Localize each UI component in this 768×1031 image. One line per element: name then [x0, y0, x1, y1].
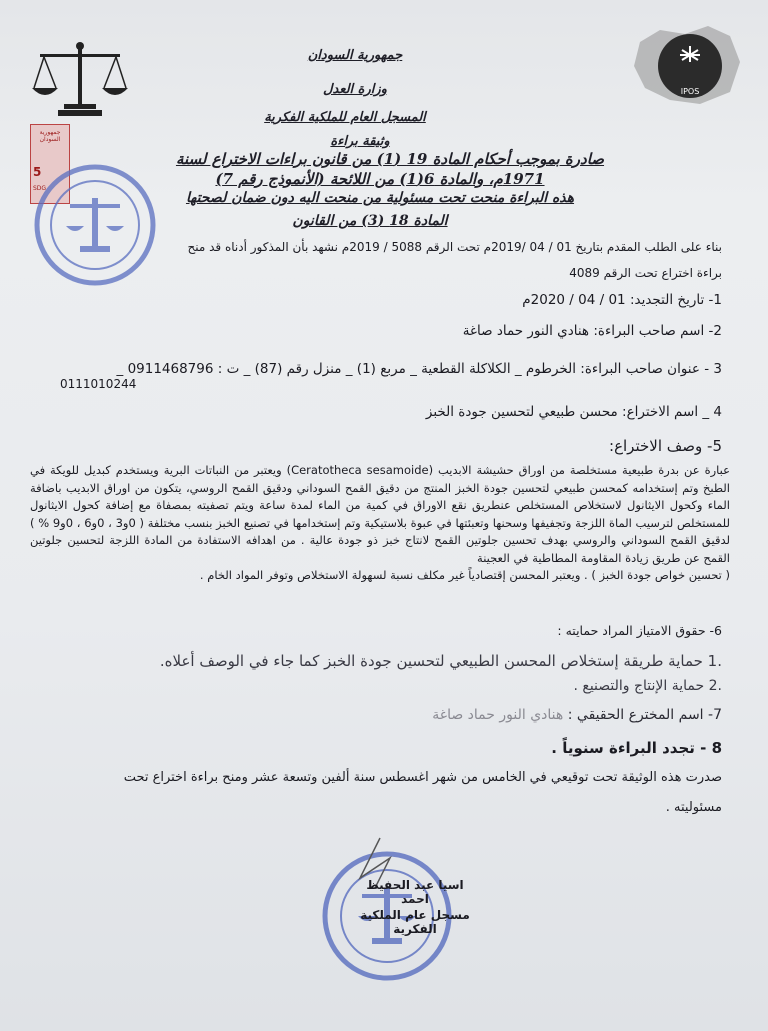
- document-title: وثيقة براءة: [330, 134, 390, 149]
- description-text: عبارة عن بدرة طبيعية مستخلصة من اوراق حشيشة الابديب (Ceratotheca sesamoide) ويعتبر من النباتات البرية ويستخدم كبديل للويكة في الطبخ وتم إستخدامه كمحسن طبيعي لتحسين جودة الخبز المنتج من دقيق القمح السوداني ودقيق القمح الروسي، يتكون من اوراق الابديب باضافة الماء وكحول الايثانول لاستخلاص المستخلص عنطريق نقع الاوراق في كمية من الماء لمدة ساعة ويتم تصفيته بمصفاة مع إضافة كحول الايثانول للمستخلص لترسيب الماة اللزجة وتجفيفها وسحنها وتعبئتها في عبوة بلاستيكية وتم إستخدامها في تصنيع الخبز بنسب مختلفة ( 0و3 ، 0و6 ، 0و9 % ) لدقيق القمح السوداني والروسي بهدف تحسين جلوتين القمح لانتاج خبز ذو جودة عالية . من اهدافه الاستفادة من المادة اللزجة لتحسين جلوتين القمح عن طريق زيادة المقاومة المطاطية في العجينة: [30, 463, 730, 565]
- revenue-stamp-value: 5: [33, 165, 42, 179]
- intro-line1: بناء على الطلب المقدم بتاريخ 01 / 04 /2019م تحت الرقم 5088 / 2019م نشهد بأن المذكور أدناه قد منح: [187, 240, 722, 254]
- issued-under-line2: 1971م، والمادة 6(1) من اللائحة (الأنموذج رقم 7): [215, 170, 545, 188]
- inventor-value: هنادي النور حماد صاغة: [432, 707, 564, 723]
- renewal-mode-item: 8 - تجدد البراءة سنوياً .: [551, 739, 722, 757]
- renewal-date-item: 1- تاريخ التجديد: 01 / 04 / 2020م: [522, 292, 722, 308]
- rights-item-1: .1 حماية طريقة إستخلاص المحسن الطبيعي لتحسين جودة الخبز كما جاء في الوصف أعلاه.: [159, 652, 722, 670]
- revenue-stamp-unit: SDG: [33, 185, 47, 192]
- article-reference: المادة 18 (3) من القانون: [292, 213, 448, 229]
- inventor-item: [42, 707, 722, 723]
- registrar-heading: المسجل العام للملكية الفكرية: [264, 110, 426, 125]
- address-item: 3 - عنوان صاحب البراءة: الخرطوم _ الكلاكلة القطعية _ مربع (1) _ منزل رقم (87) _ ت : 0911468796 _: [116, 361, 722, 377]
- revenue-stamp-title: جمهورية السودان: [39, 129, 61, 143]
- ministry-heading: وزارة العدل: [323, 82, 387, 97]
- secondary-phone: 0111010244: [60, 377, 137, 391]
- closing-line1: صدرت هذه الوثيقة تحت توقيعي في الخامس من شهر اغسطس سنة ألفين وتسعة عشر ومنح براءة اختراع تحت: [123, 770, 722, 785]
- issued-under-line1: صادرة بموجب أحكام المادة 19 (1) من قانون براءات الاختراع لسنة: [175, 150, 605, 168]
- rights-item-2: .2 حماية الإنتاج والتصنيع .: [573, 678, 722, 694]
- disclaimer-line: هذه البراءة منحت تحت مسئولية من منحت اليه دون ضمان لصحتها: [185, 190, 575, 206]
- owner-item: 2- اسم صاحب البراءة: هنادي النور حماد صاغة: [462, 323, 722, 339]
- scales-of-justice-logo: [30, 40, 130, 120]
- rights-heading: 6- حقوق الامتياز المراد حمايته :: [557, 623, 722, 638]
- svg-text:IPOS: IPOS: [680, 87, 700, 96]
- closing-line2: مسئوليته .: [665, 800, 722, 815]
- signatory-title: مسجل عام الملكية الفكرية: [360, 908, 470, 936]
- invention-name-item: 4 _ اسم الاختراع: محسن طبيعي لتحسين جودة الخبز: [425, 404, 722, 420]
- ipos-emblem-icon: [630, 22, 745, 107]
- description-paragraph: [30, 462, 730, 585]
- intro-line2: براءة اختراع تحت الرقم 4089: [569, 266, 722, 280]
- republic-heading: جمهورية السودان: [307, 48, 403, 63]
- description-text-conclusion: ( تحسين خواص جودة الخبز ) . ويعتبر المحسن إقتصادياً غير مكلف نسبة لسهولة الاستخلاص وتوفر المواد الخام .: [199, 568, 730, 582]
- description-heading: 5- وصف الاختراع:: [609, 437, 722, 455]
- inventor-label: 7- اسم المخترع الحقيقي :: [563, 707, 722, 723]
- signatory-name: اسيا عبد الحفيظ احمد: [366, 878, 464, 906]
